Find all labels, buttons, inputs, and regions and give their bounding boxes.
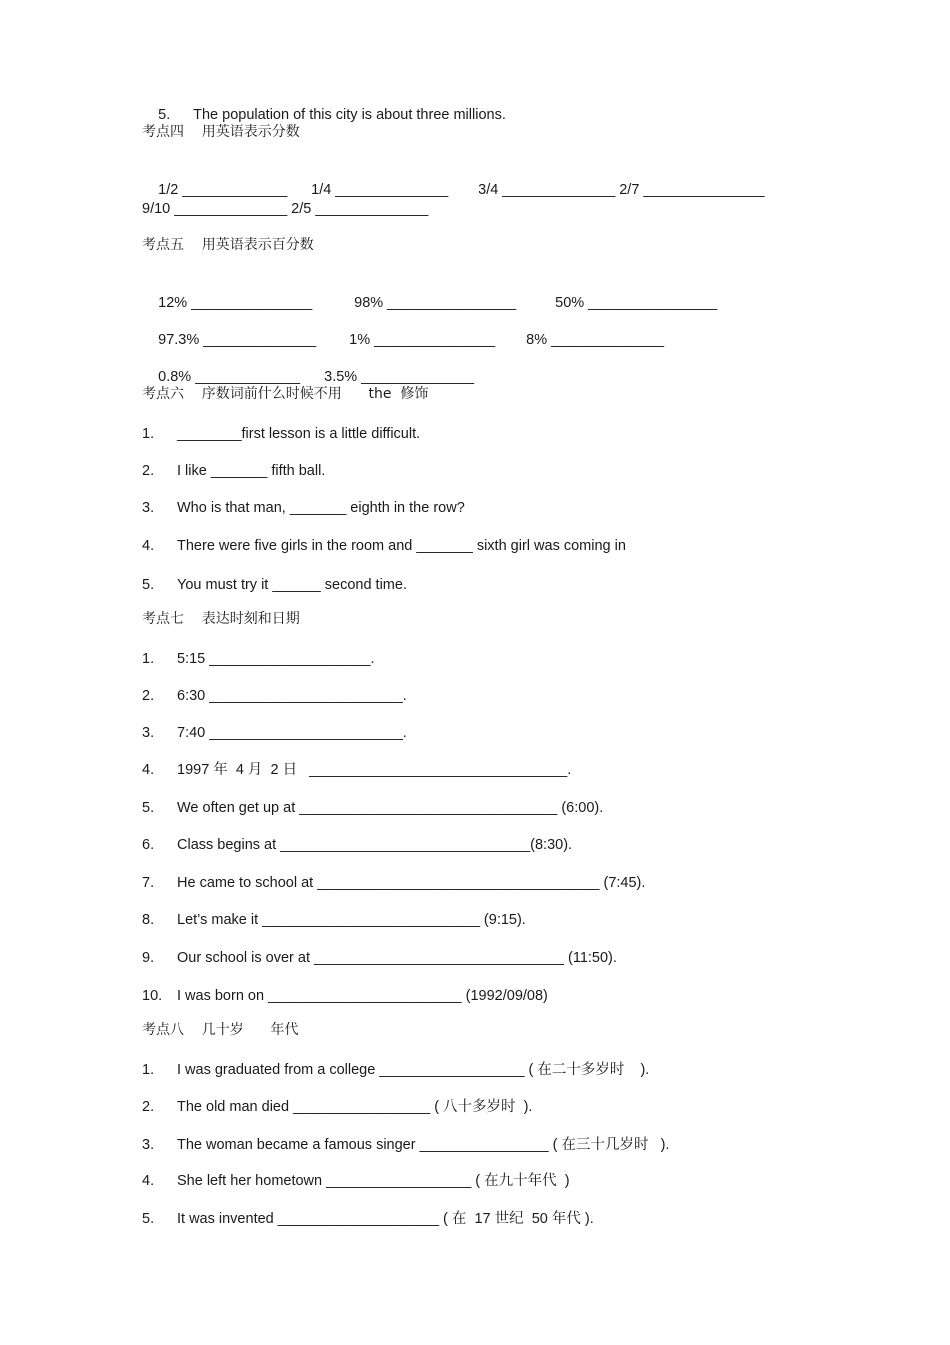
item-number: 1. — [142, 426, 155, 442]
percent-blank: 97.3% ______________ — [158, 332, 317, 348]
list-item — [142, 1136, 669, 1154]
item-text: Let’s make it ___________________________ (9:15). — [177, 912, 526, 928]
list-item — [142, 1172, 570, 1190]
percent-blank: 50% ________________ — [555, 295, 718, 311]
item-text: 1997 年 4 月 2 日 ________________________________. — [177, 762, 572, 778]
list-item — [142, 799, 603, 817]
item-number: 4. — [142, 538, 155, 554]
item-text: I was graduated from a college __________________ ( 在二十多岁时 ). — [177, 1062, 650, 1078]
percent-blank: 8% ______________ — [526, 332, 665, 348]
item-number: 5. — [142, 800, 155, 816]
list-item — [142, 987, 548, 1005]
list-item — [142, 761, 571, 779]
list-item — [142, 1098, 532, 1116]
list-item — [142, 462, 325, 480]
item-text: Class begins at _______________________________(8:30). — [177, 837, 573, 853]
item-text: Who is that man, _______ eighth in the row? — [177, 500, 465, 516]
item-text: We often get up at ________________________________ (6:00). — [177, 800, 604, 816]
item-number: 2. — [142, 688, 155, 704]
item-text: He came to school at ___________________________________ (7:45). — [177, 875, 646, 891]
percent-blank: 0.8% _____________ — [158, 369, 301, 385]
item-text: I was born on ________________________ (1992/09/08) — [177, 988, 548, 1004]
percent-blank: 12% _______________ — [158, 295, 313, 311]
item-number: 1. — [142, 1062, 155, 1078]
item-text: The old man died _________________ ( 八十多岁时 ). — [177, 1099, 533, 1115]
list-item — [142, 687, 407, 705]
list-item — [142, 1061, 649, 1079]
section-heading: 考点七 表达时刻和日期 — [142, 611, 300, 627]
item-number: 9. — [142, 950, 155, 966]
item-number: 5. — [158, 107, 171, 123]
item-number: 4. — [142, 1173, 155, 1189]
list-item — [142, 724, 407, 742]
item-number: 2. — [142, 1099, 155, 1115]
fraction-blank: 1/4 ______________ — [311, 182, 449, 198]
list-item — [142, 650, 375, 668]
item-text: I like _______ fifth ball. — [177, 463, 326, 479]
list-item — [142, 836, 572, 854]
list-item — [142, 874, 645, 892]
percent-blank: 3.5% ______________ — [324, 369, 475, 385]
item-text: Our school is over at _______________________________ (11:50). — [177, 950, 617, 966]
item-text: 6:30 ________________________. — [177, 688, 407, 704]
list-item — [142, 949, 617, 967]
item-text: ________first lesson is a little difficult. — [177, 426, 421, 442]
item-number: 1. — [142, 651, 155, 667]
item-number: 3. — [142, 725, 155, 741]
item-number: 7. — [142, 875, 155, 891]
list-item — [142, 911, 526, 929]
item-number: 3. — [142, 500, 155, 516]
item-text: 7:40 ________________________. — [177, 725, 407, 741]
percent-blank: 98% ________________ — [354, 295, 517, 311]
percent-blank: 1% _______________ — [349, 332, 496, 348]
item-text: The population of this city is about three millions. — [193, 107, 506, 123]
item-number: 5. — [142, 1211, 155, 1227]
item-number: 6. — [142, 837, 155, 853]
list-item — [142, 499, 465, 517]
item-number: 2. — [142, 463, 155, 479]
section-heading: 考点四 用英语表示分数 — [142, 124, 300, 140]
item-text: There were five girls in the room and _______ sixth girl was coming in — [177, 538, 626, 554]
item-number: 3. — [142, 1137, 155, 1153]
list-item — [142, 537, 626, 555]
list-item — [142, 1210, 594, 1228]
item-text: She left her hometown __________________ ( 在九十年代 ) — [177, 1173, 570, 1189]
section-heading: 考点八 几十岁 年代 — [142, 1022, 299, 1038]
item-number: 5. — [142, 577, 155, 593]
fraction-blank: 3/4 ______________ 2/7 _______________ — [478, 182, 765, 198]
item-text: The woman became a famous singer ________________ ( 在三十几岁时 ). — [177, 1137, 670, 1153]
item-number: 10. — [142, 988, 163, 1004]
list-item — [142, 425, 420, 443]
item-text: You must try it ______ second time. — [177, 577, 407, 593]
fraction-blank: 1/2 _____________ — [158, 182, 288, 198]
item-number: 4. — [142, 762, 155, 778]
section-heading: 考点五 用英语表示百分数 — [142, 237, 314, 253]
section-heading: 考点六 序数词前什么时候不用 the 修饰 — [142, 386, 429, 402]
list-item — [142, 576, 407, 594]
item-number: 8. — [142, 912, 155, 928]
item-text: It was invented ____________________ ( 在 17 世纪 50 年代 ). — [177, 1211, 594, 1227]
fraction-row: 9/10 ______________ 2/5 ______________ — [142, 201, 429, 217]
item-text: 5:15 ____________________. — [177, 651, 375, 667]
